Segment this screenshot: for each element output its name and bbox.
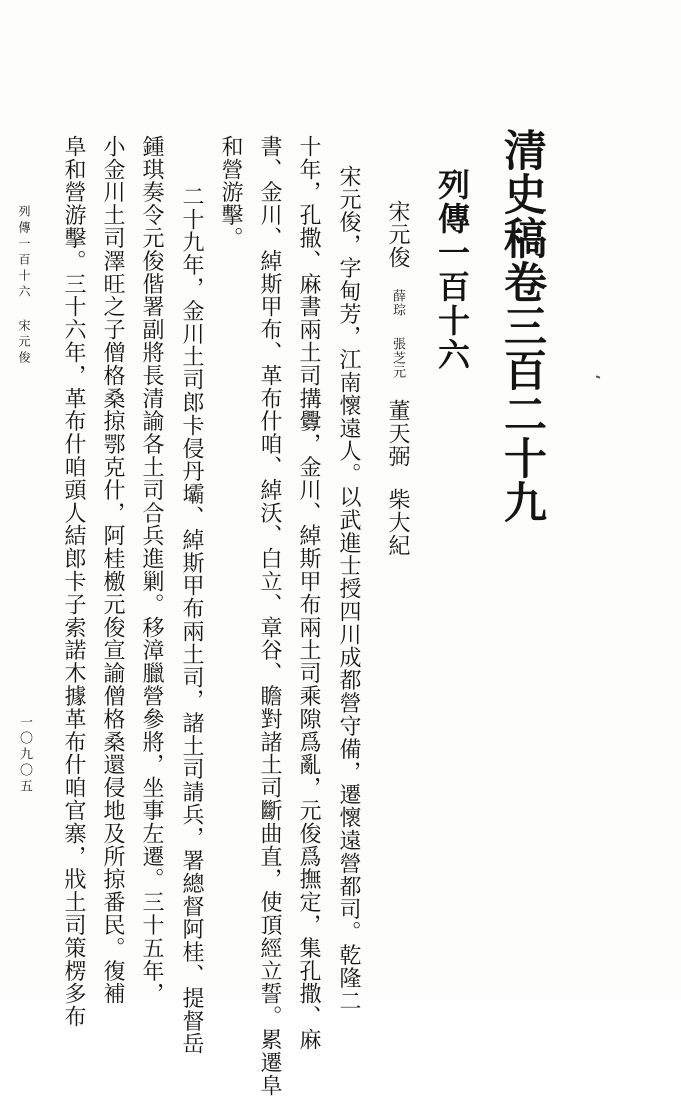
book-title: 清史稿卷三百二十九 [497, 128, 547, 524]
body-column: 宋元俊，字甸芳，江南懷遠人。以武進士授四川成都營守備，遷懷遠營都司。乾隆二 [336, 165, 361, 1013]
body-column: 和營游擊。 [218, 135, 243, 250]
chapter-label: 列傳一百十六 [433, 168, 471, 372]
biography-main-name: 宋元俊 [385, 200, 410, 269]
body-column: 十年，孔撒、麻書兩土司搆釁，金川、綽斯甲布兩土司乘隙爲亂，元俊爲撫定，集孔撒、麻 [296, 135, 321, 1051]
body-column: 小金川土司澤旺之子僧格桑掠鄂克什，阿桂檄元俊宣諭僧格桑還侵地及所掠番民。復補 [100, 135, 125, 1006]
biography-name: 董天弼 [385, 399, 410, 468]
biography-name: 柴大紀 [385, 488, 410, 557]
running-head: 列傳一百十六 宋元俊 [17, 205, 31, 367]
biography-names [386, 200, 408, 557]
ink-speck [596, 375, 600, 378]
body-column: 阜和營游擊。三十六年，革布什咱頭人結郎卡子索諾木據革布什咱官寨，戕土司策楞多布 [61, 135, 86, 1029]
body-column: 二十九年，金川土司郎卡侵丹壩、綽斯甲布兩土司，諸土司請兵，署總督阿桂、提督岳 [179, 185, 204, 1056]
biography-sub-name: 薛琮 [390, 289, 405, 317]
body-column: 書、金川、綽斯甲布、革布什咱、綽沃、白立、章谷、瞻對諸土司斷曲直，使頂經立誓。累遷阜 [257, 135, 282, 1097]
body-column: 鍾琪奏令元俊偕署副將長清諭各土司合兵進剿。移漳臘營參將，坐事左遷。三十五年， [139, 135, 164, 1006]
biography-sub-name: 張芝元 [390, 337, 405, 379]
page-number: 一〇九〇五 [17, 715, 32, 795]
